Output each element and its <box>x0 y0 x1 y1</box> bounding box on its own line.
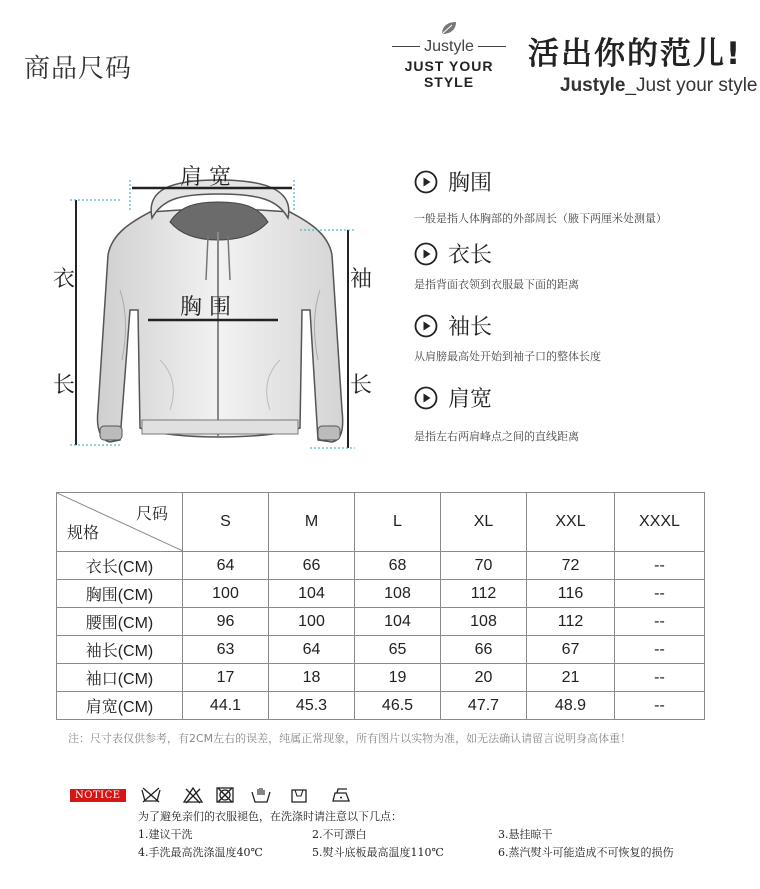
page-title: 商品尺码 <box>24 54 133 84</box>
table-cell: 67 <box>527 636 615 664</box>
play-circle-icon <box>414 386 438 410</box>
table-cell: 21 <box>527 664 615 692</box>
slogan: 活出你的范儿! <box>528 36 743 72</box>
measure-length <box>414 238 492 269</box>
sleeve-label-bottom: 长 <box>350 373 373 398</box>
table-cell: 65 <box>355 636 441 664</box>
table-cell: -- <box>615 552 705 580</box>
table-row <box>57 636 705 664</box>
table-cell: 47.7 <box>441 692 527 720</box>
table-cell: 48.9 <box>527 692 615 720</box>
table-cell: 100 <box>269 608 355 636</box>
table-cell: 46.5 <box>355 692 441 720</box>
measure-title: 胸围 <box>448 171 493 196</box>
table-cell: 104 <box>355 608 441 636</box>
table-cell: 112 <box>441 580 527 608</box>
notice-badge: NOTICE <box>70 789 126 802</box>
table-cell: 68 <box>355 552 441 580</box>
row-label: 袖口(CM) <box>57 664 183 692</box>
table-cell: 64 <box>183 552 269 580</box>
corner-size-label: 尺码 <box>135 506 168 523</box>
size-header: XL <box>441 493 527 552</box>
sleeve-label-top: 袖 <box>350 267 373 292</box>
brand-logo <box>384 18 514 90</box>
row-label: 袖长(CM) <box>57 636 183 664</box>
length-label-bottom: 长 <box>53 373 76 398</box>
size-header: L <box>355 493 441 552</box>
no-bleach-icon <box>182 786 204 804</box>
row-label: 衣长(CM) <box>57 552 183 580</box>
measure-desc: 一般是指人体胸部的外部周长（腋下两厘米处测量） <box>414 212 667 225</box>
tagline-brand: Justyle <box>560 75 626 96</box>
measure-desc: 从肩膀最高处开始到袖子口的整体长度 <box>414 350 601 363</box>
table-cell: 100 <box>183 580 269 608</box>
brand-name: Justyle <box>384 38 514 56</box>
table-row <box>57 692 705 720</box>
size-header: XXL <box>527 493 615 552</box>
table-cell: 64 <box>269 636 355 664</box>
table-row <box>57 664 705 692</box>
play-circle-icon <box>414 242 438 266</box>
measure-desc: 是指背面衣领到衣服最下面的距离 <box>414 278 579 291</box>
table-cell: 66 <box>269 552 355 580</box>
measure-title: 衣长 <box>448 243 493 268</box>
table-cell: 18 <box>269 664 355 692</box>
table-corner-cell <box>57 493 183 552</box>
table-cell: 108 <box>441 608 527 636</box>
size-header: XXXL <box>615 493 705 552</box>
care-item: 5.熨斗底板最高温度110℃ <box>312 846 444 859</box>
measure-chest <box>414 166 492 197</box>
table-cell: 45.3 <box>269 692 355 720</box>
shoulder-label: 肩 宽 <box>180 165 231 190</box>
table-row <box>57 608 705 636</box>
table-header-row <box>57 493 705 552</box>
table-cell: -- <box>615 664 705 692</box>
table-cell: -- <box>615 692 705 720</box>
corner-spec-label: 规格 <box>67 525 100 542</box>
play-circle-icon <box>414 314 438 338</box>
play-circle-icon <box>414 170 438 194</box>
table-cell: 72 <box>527 552 615 580</box>
size-header: S <box>183 493 269 552</box>
table-cell: 66 <box>441 636 527 664</box>
table-row <box>57 552 705 580</box>
table-cell: 44.1 <box>183 692 269 720</box>
size-header: M <box>269 493 355 552</box>
care-item: 1.建议干洗 <box>138 828 193 841</box>
table-cell: 116 <box>527 580 615 608</box>
dry-clean-icon <box>288 786 310 804</box>
care-item: 6.蒸汽熨斗可能造成不可恢复的损伤 <box>498 846 674 859</box>
care-item: 3.悬挂晾干 <box>498 828 553 841</box>
measure-shoulder <box>414 382 492 413</box>
leaf-icon <box>440 20 458 36</box>
table-cell: -- <box>615 608 705 636</box>
length-label-top: 衣 <box>53 267 76 292</box>
table-cell: 19 <box>355 664 441 692</box>
table-cell: 96 <box>183 608 269 636</box>
table-row <box>57 580 705 608</box>
table-cell: 112 <box>527 608 615 636</box>
measure-title: 肩宽 <box>448 387 493 412</box>
tagline-rest: _Just your style <box>625 75 758 96</box>
row-label: 腰围(CM) <box>57 608 183 636</box>
care-intro: 为了避免亲们的衣服褪色，在洗涤时请注意以下几点： <box>138 810 402 823</box>
table-cell: 17 <box>183 664 269 692</box>
table-cell: -- <box>615 580 705 608</box>
measure-sleeve <box>414 310 492 341</box>
hand-wash-icon <box>250 786 272 804</box>
brand-subtitle: JUST YOUR STYLE <box>404 58 494 90</box>
size-disclaimer: 注：尺寸表仅供参考，有2CM左右的误差，纯属正常现象，所有图片以实物为准，如无法确认请留言说明身高体重！ <box>68 732 632 745</box>
measure-desc: 是指左右两肩峰点之间的直线距离 <box>414 430 579 443</box>
no-wash-icon <box>140 786 162 804</box>
table-cell: -- <box>615 636 705 664</box>
size-table <box>56 492 705 720</box>
chest-label: 胸 围 <box>180 295 231 320</box>
table-cell: 108 <box>355 580 441 608</box>
table-cell: 104 <box>269 580 355 608</box>
measure-title: 袖长 <box>448 315 493 340</box>
iron-icon <box>330 786 352 804</box>
row-label: 肩宽(CM) <box>57 692 183 720</box>
care-item: 2.不可漂白 <box>312 828 367 841</box>
care-item: 4.手洗最高洗涤温度40℃ <box>138 846 263 859</box>
no-tumble-dry-icon <box>214 786 236 804</box>
table-cell: 20 <box>441 664 527 692</box>
tagline <box>560 75 757 97</box>
table-cell: 70 <box>441 552 527 580</box>
table-cell: 63 <box>183 636 269 664</box>
row-label: 胸围(CM) <box>57 580 183 608</box>
